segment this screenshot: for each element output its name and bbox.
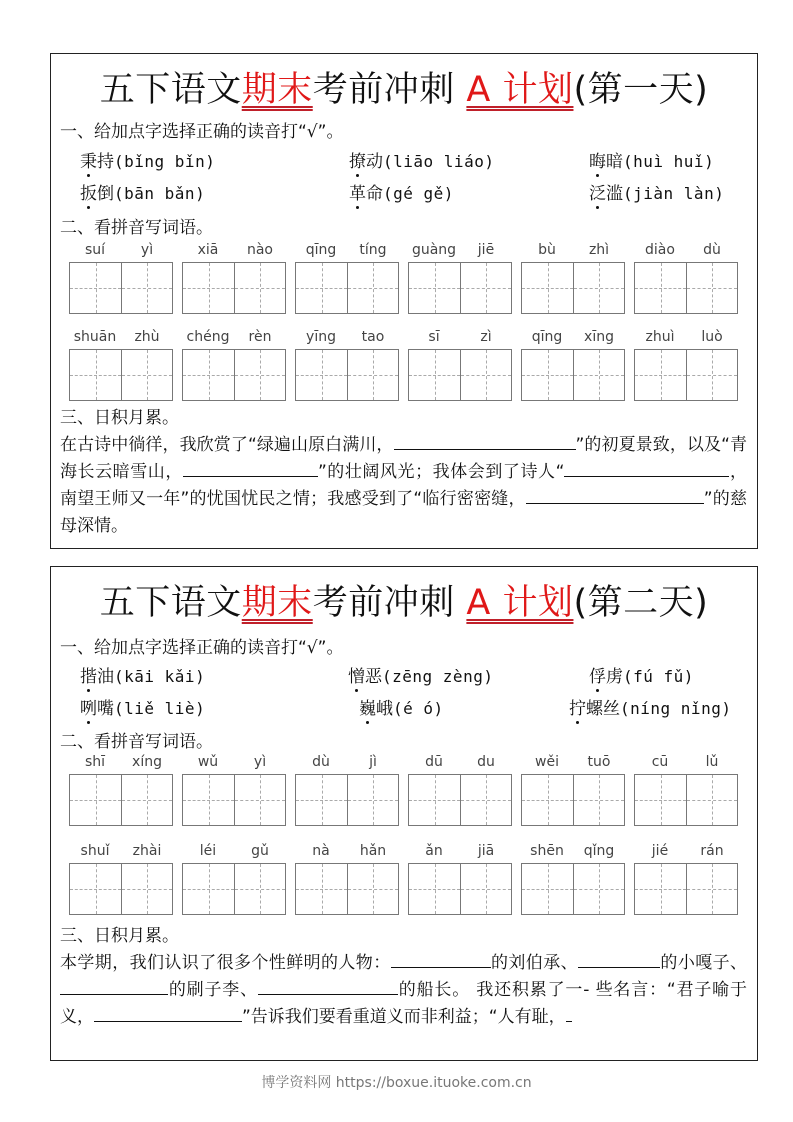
pinyin-label: dù bbox=[312, 754, 330, 770]
pronunciation-item bbox=[80, 183, 205, 205]
writing-cell[interactable] bbox=[409, 864, 460, 914]
pinyin-label: jiē bbox=[477, 242, 495, 258]
writing-cell[interactable] bbox=[296, 775, 347, 825]
writing-cell[interactable] bbox=[635, 775, 686, 825]
tianzige-writing-box[interactable] bbox=[182, 349, 286, 401]
pinyin-label: zhù bbox=[134, 329, 160, 345]
writing-cell[interactable] bbox=[460, 775, 511, 825]
writing-cell[interactable] bbox=[296, 350, 347, 400]
item-pinyin-options: (bān bǎn) bbox=[114, 184, 206, 203]
pronunciation-item bbox=[80, 151, 215, 173]
writing-cell[interactable] bbox=[347, 350, 398, 400]
tianzige-writing-box[interactable] bbox=[634, 774, 738, 826]
pinyin-label: rán bbox=[700, 843, 724, 859]
pinyin-label: yì bbox=[253, 754, 267, 770]
title-highlight-plan-a: A 计划 bbox=[466, 583, 574, 623]
pinyin-label: zì bbox=[480, 329, 492, 345]
fill-in-blank[interactable] bbox=[391, 951, 491, 968]
writing-cell[interactable] bbox=[409, 775, 460, 825]
writing-cell[interactable] bbox=[573, 263, 624, 313]
writing-cell[interactable] bbox=[522, 350, 573, 400]
item-pinyin-options: (huì huǐ) bbox=[623, 152, 715, 171]
writing-cell[interactable] bbox=[686, 350, 737, 400]
emphasis-dot-icon bbox=[87, 721, 90, 724]
writing-cell[interactable] bbox=[183, 775, 234, 825]
pronunciation-item bbox=[589, 666, 694, 688]
pinyin-label: hǎn bbox=[359, 843, 387, 859]
tianzige-writing-box[interactable] bbox=[295, 349, 399, 401]
emphasis-dot-icon bbox=[87, 174, 90, 177]
fill-in-blank[interactable] bbox=[526, 487, 704, 504]
emphasis-dot-icon bbox=[596, 206, 599, 209]
item-pinyin-options: (liāo liáo) bbox=[383, 152, 495, 171]
writing-cell[interactable] bbox=[347, 775, 398, 825]
paragraph-text: 的刘伯承、 bbox=[490, 953, 579, 973]
pronunciation-item bbox=[589, 151, 714, 173]
title-text: 五下语文 bbox=[99, 583, 242, 623]
tianzige-writing-box[interactable] bbox=[69, 349, 173, 401]
pronunciation-item bbox=[569, 698, 731, 720]
item-word: 俘虏 bbox=[589, 667, 623, 687]
tianzige-writing-box[interactable] bbox=[408, 863, 512, 915]
writing-cell[interactable] bbox=[234, 864, 285, 914]
writing-cell[interactable] bbox=[234, 350, 285, 400]
pinyin-label: shī bbox=[84, 754, 106, 770]
paragraph-text: 的刷子李、 bbox=[168, 980, 258, 1000]
pronunciation-item bbox=[349, 183, 454, 205]
paragraph-text: ”的慈母深情。 bbox=[60, 489, 747, 536]
pinyin-label: du bbox=[477, 754, 495, 770]
writing-cell[interactable] bbox=[522, 263, 573, 313]
title-highlight-plan-a: A 计划 bbox=[466, 70, 574, 110]
writing-cell[interactable] bbox=[573, 775, 624, 825]
paragraph-text: ”的初夏景致，以及“青海长云暗雪山， bbox=[60, 435, 747, 482]
emphasis-dot-icon bbox=[356, 206, 359, 209]
pinyin-label: cū bbox=[651, 754, 669, 770]
writing-cell[interactable] bbox=[686, 864, 737, 914]
fill-in-blank[interactable] bbox=[394, 433, 576, 450]
day1-title bbox=[51, 68, 757, 112]
title-day-label: (第一天) bbox=[573, 70, 709, 110]
writing-cell[interactable] bbox=[573, 350, 624, 400]
section2-heading: 二、看拼音写词语。 bbox=[60, 732, 213, 752]
fill-in-blank[interactable] bbox=[578, 951, 660, 968]
paragraph-text: 本学期，我们认识了很多个性鲜明的人物： bbox=[60, 953, 391, 973]
pinyin-label: jié bbox=[651, 843, 669, 859]
item-pinyin-options: (é ó) bbox=[393, 699, 444, 718]
tianzige-writing-box[interactable] bbox=[521, 262, 625, 314]
writing-cell[interactable] bbox=[522, 864, 573, 914]
writing-cell[interactable] bbox=[347, 864, 398, 914]
item-word: 拧螺丝 bbox=[569, 699, 620, 719]
title-highlight-final-exam: 期末 bbox=[241, 583, 313, 623]
writing-cell[interactable] bbox=[70, 864, 121, 914]
pinyin-label: rèn bbox=[248, 329, 272, 345]
day1-card bbox=[50, 53, 758, 549]
tianzige-writing-box[interactable] bbox=[182, 262, 286, 314]
item-word: 扳倒 bbox=[80, 184, 114, 204]
pinyin-label: dù bbox=[703, 242, 721, 258]
pinyin-label: nà bbox=[312, 843, 330, 859]
section1-heading: 一、给加点字选择正确的读音打“√”。 bbox=[60, 638, 344, 658]
pinyin-label: dū bbox=[425, 754, 443, 770]
pinyin-label: xiā bbox=[197, 242, 219, 258]
pinyin-label: yīng bbox=[306, 329, 336, 345]
paragraph-text: ”告诉我们要看重道义而非利益；“人有耻， bbox=[242, 1007, 566, 1027]
item-word: 揩油 bbox=[80, 667, 114, 687]
writing-cell[interactable] bbox=[70, 775, 121, 825]
section3-heading: 三、日积月累。 bbox=[60, 408, 179, 428]
pinyin-label: ǎn bbox=[425, 843, 443, 859]
writing-cell[interactable] bbox=[70, 350, 121, 400]
item-pinyin-options: (jiàn làn) bbox=[623, 184, 725, 203]
writing-cell[interactable] bbox=[635, 263, 686, 313]
writing-cell[interactable] bbox=[234, 775, 285, 825]
fill-in-blank[interactable] bbox=[564, 460, 729, 477]
writing-cell[interactable] bbox=[121, 775, 172, 825]
tianzige-writing-box[interactable] bbox=[69, 262, 173, 314]
item-pinyin-options: (bǐng bǐn) bbox=[114, 152, 216, 171]
pinyin-label: shēn bbox=[530, 843, 564, 859]
pinyin-label: qīng bbox=[305, 242, 337, 258]
title-day-label: (第二天) bbox=[573, 583, 709, 623]
emphasis-dot-icon bbox=[87, 689, 90, 692]
item-pinyin-options: (liě liè) bbox=[114, 699, 206, 718]
pinyin-label: jì bbox=[369, 754, 377, 770]
item-word: 泛滥 bbox=[589, 184, 623, 204]
title-text: 五下语文 bbox=[99, 70, 242, 110]
day2-card bbox=[50, 566, 758, 1061]
writing-cell[interactable] bbox=[234, 263, 285, 313]
paragraph-text: ，南望王师又一年”的忧国忧民之情；我感受到了“临行密密缝， bbox=[60, 462, 747, 509]
fill-in-blank[interactable] bbox=[60, 978, 168, 995]
title-text: 考前冲刺 bbox=[312, 583, 467, 623]
pinyin-label: xīng bbox=[584, 329, 614, 345]
tianzige-writing-box[interactable] bbox=[295, 774, 399, 826]
pinyin-label: nào bbox=[246, 242, 274, 258]
tianzige-writing-box[interactable] bbox=[295, 863, 399, 915]
tianzige-writing-box[interactable] bbox=[408, 262, 512, 314]
pinyin-label: zhài bbox=[132, 843, 162, 859]
writing-cell[interactable] bbox=[347, 263, 398, 313]
pronunciation-item bbox=[359, 698, 444, 720]
emphasis-dot-icon bbox=[87, 206, 90, 209]
pinyin-label: wěi bbox=[535, 754, 559, 770]
item-word: 咧嘴 bbox=[80, 699, 114, 719]
paragraph-text: 的小嘎子、 bbox=[660, 953, 748, 973]
pinyin-label: wǔ bbox=[197, 754, 219, 770]
day2-title bbox=[51, 581, 757, 625]
writing-cell[interactable] bbox=[409, 350, 460, 400]
writing-cell[interactable] bbox=[635, 864, 686, 914]
fill-in-blank[interactable] bbox=[258, 978, 398, 995]
pinyin-label: tuō bbox=[587, 754, 611, 770]
pinyin-label: lǔ bbox=[705, 754, 719, 770]
pinyin-label: léi bbox=[199, 843, 217, 859]
writing-cell[interactable] bbox=[460, 864, 511, 914]
writing-cell[interactable] bbox=[121, 263, 172, 313]
paragraph-text: 在古诗中徜徉，我欣赏了“绿遍山原白满川， bbox=[60, 435, 394, 455]
writing-cell[interactable] bbox=[121, 350, 172, 400]
pinyin-label: bù bbox=[538, 242, 556, 258]
tianzige-writing-box[interactable] bbox=[521, 774, 625, 826]
pinyin-label: luò bbox=[701, 329, 723, 345]
writing-cell[interactable] bbox=[460, 350, 511, 400]
tianzige-writing-box[interactable] bbox=[69, 774, 173, 826]
title-highlight-final-exam: 期末 bbox=[241, 70, 313, 110]
emphasis-dot-icon bbox=[576, 721, 579, 724]
footer-watermark: 博学资料网 https://boxue.ituoke.com.cn bbox=[261, 1075, 532, 1091]
tianzige-writing-box[interactable] bbox=[295, 262, 399, 314]
pronunciation-item bbox=[349, 151, 494, 173]
pinyin-label: tao bbox=[361, 329, 385, 345]
pinyin-label: chéng bbox=[186, 329, 230, 345]
writing-cell[interactable] bbox=[121, 864, 172, 914]
writing-cell[interactable] bbox=[635, 350, 686, 400]
pinyin-label: shuān bbox=[73, 329, 117, 345]
writing-cell[interactable] bbox=[70, 263, 121, 313]
tianzige-writing-box[interactable] bbox=[408, 774, 512, 826]
pinyin-label: zhuì bbox=[645, 329, 675, 345]
pinyin-label: diào bbox=[645, 242, 675, 258]
item-pinyin-options: (kāi kǎi) bbox=[114, 667, 206, 686]
item-pinyin-options: (zēng zèng) bbox=[382, 667, 494, 686]
writing-cell[interactable] bbox=[686, 775, 737, 825]
pinyin-label: tíng bbox=[359, 242, 387, 258]
item-pinyin-options: (níng nǐng) bbox=[620, 699, 732, 718]
pinyin-label: zhì bbox=[588, 242, 610, 258]
paragraph-text: 的船长。 我还积累了一- 些名言：“君子喻于义， bbox=[60, 980, 748, 1027]
pronunciation-item bbox=[348, 666, 493, 688]
writing-cell[interactable] bbox=[183, 864, 234, 914]
tianzige-writing-box[interactable] bbox=[69, 863, 173, 915]
item-word: 撩动 bbox=[349, 152, 383, 172]
item-word: 秉持 bbox=[80, 152, 114, 172]
tianzige-writing-box[interactable] bbox=[408, 349, 512, 401]
title-text: 考前冲刺 bbox=[312, 70, 467, 110]
item-pinyin-options: (gé gě) bbox=[383, 184, 454, 203]
writing-cell[interactable] bbox=[522, 775, 573, 825]
pinyin-label: suí bbox=[84, 242, 106, 258]
tianzige-writing-box[interactable] bbox=[634, 863, 738, 915]
pinyin-label: yì bbox=[140, 242, 154, 258]
section3-heading: 三、日积月累。 bbox=[60, 926, 179, 946]
emphasis-dot-icon bbox=[596, 689, 599, 692]
emphasis-dot-icon bbox=[356, 174, 359, 177]
pronunciation-item bbox=[589, 183, 724, 205]
writing-cell[interactable] bbox=[409, 263, 460, 313]
pinyin-label: qīng bbox=[531, 329, 563, 345]
pinyin-label: shuǐ bbox=[80, 843, 110, 859]
writing-cell[interactable] bbox=[296, 263, 347, 313]
tianzige-writing-box[interactable] bbox=[521, 863, 625, 915]
pinyin-label: gǔ bbox=[251, 843, 269, 859]
pinyin-label: guàng bbox=[411, 242, 457, 258]
paragraph-text: ”的壮阔风光；我体会到了诗人“ bbox=[317, 462, 565, 482]
item-word: 憎恶 bbox=[348, 667, 382, 687]
item-word: 革命 bbox=[349, 184, 383, 204]
pinyin-label: jiā bbox=[477, 843, 495, 859]
item-word: 巍峨 bbox=[359, 699, 393, 719]
writing-cell[interactable] bbox=[183, 263, 234, 313]
item-pinyin-options: (fú fǔ) bbox=[623, 667, 694, 686]
section2-heading: 二、看拼音写词语。 bbox=[60, 218, 213, 238]
writing-cell[interactable] bbox=[183, 350, 234, 400]
pinyin-label: qǐng bbox=[583, 843, 615, 859]
fill-in-paragraph bbox=[60, 432, 747, 540]
writing-cell[interactable] bbox=[686, 263, 737, 313]
emphasis-dot-icon bbox=[596, 174, 599, 177]
tianzige-writing-box[interactable] bbox=[182, 863, 286, 915]
pronunciation-item bbox=[80, 666, 205, 688]
tianzige-writing-box[interactable] bbox=[634, 349, 738, 401]
emphasis-dot-icon bbox=[366, 721, 369, 724]
pinyin-label: sī bbox=[428, 329, 440, 345]
section1-heading: 一、给加点字选择正确的读音打“√”。 bbox=[60, 122, 344, 142]
writing-cell[interactable] bbox=[460, 263, 511, 313]
fill-in-blank[interactable] bbox=[183, 460, 318, 477]
emphasis-dot-icon bbox=[355, 689, 358, 692]
tianzige-writing-box[interactable] bbox=[521, 349, 625, 401]
writing-cell[interactable] bbox=[296, 864, 347, 914]
item-word: 晦暗 bbox=[589, 152, 623, 172]
tianzige-writing-box[interactable] bbox=[634, 262, 738, 314]
fill-in-blank[interactable] bbox=[566, 1005, 572, 1022]
pinyin-label: xíng bbox=[132, 754, 162, 770]
writing-cell[interactable] bbox=[573, 864, 624, 914]
tianzige-writing-box[interactable] bbox=[182, 774, 286, 826]
fill-in-blank[interactable] bbox=[94, 1005, 242, 1022]
fill-in-paragraph bbox=[60, 950, 747, 1031]
pronunciation-item bbox=[80, 698, 205, 720]
